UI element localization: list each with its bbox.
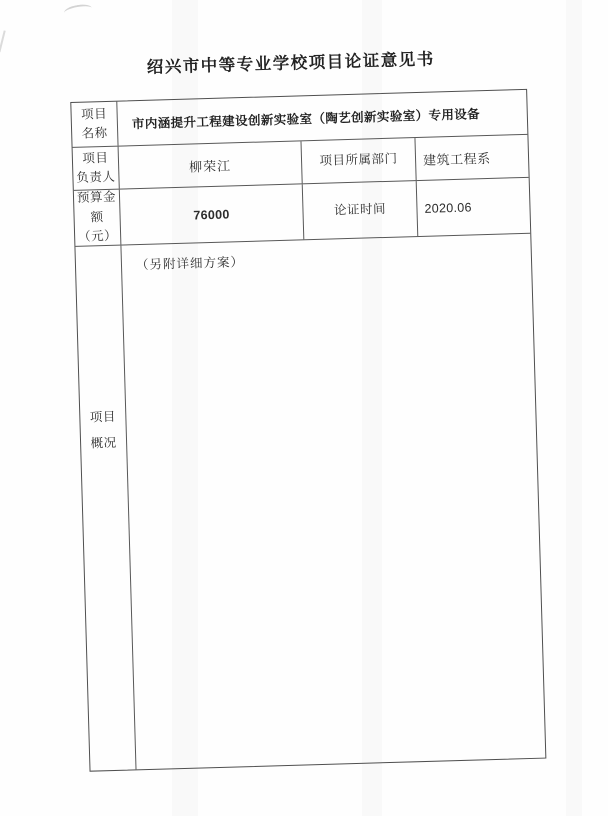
overview-label: 项目 概况 [75,246,136,771]
form-table [70,89,546,772]
project-leader-value: 柳荣江 [119,141,303,188]
review-time-label: 论证时间 [303,181,419,239]
project-name-label: 项目 名称 [71,102,118,147]
project-leader-label: 项目 负责人 [73,147,120,190]
page-title: 绍兴市中等专业学校项目论证意见书 [146,49,435,77]
department-label: 项目所属部门 [301,138,416,183]
table-row-overview [75,234,545,771]
review-time-value: 2020.06 [424,199,472,216]
overview-value: （另附详细方案） [135,255,245,273]
scan-artifact [0,30,12,53]
budget-value: 76000 [120,184,305,244]
scanned-document [69,45,546,772]
project-name-value: 市内涵提升工程建设创新实验室（陶艺创新实验室）专用设备 [131,107,481,132]
budget-label: 预算金 额（元） [74,190,122,246]
department-value: 建筑工程系 [422,150,491,168]
scan-artifact [63,3,92,19]
scan-streak [566,0,582,816]
